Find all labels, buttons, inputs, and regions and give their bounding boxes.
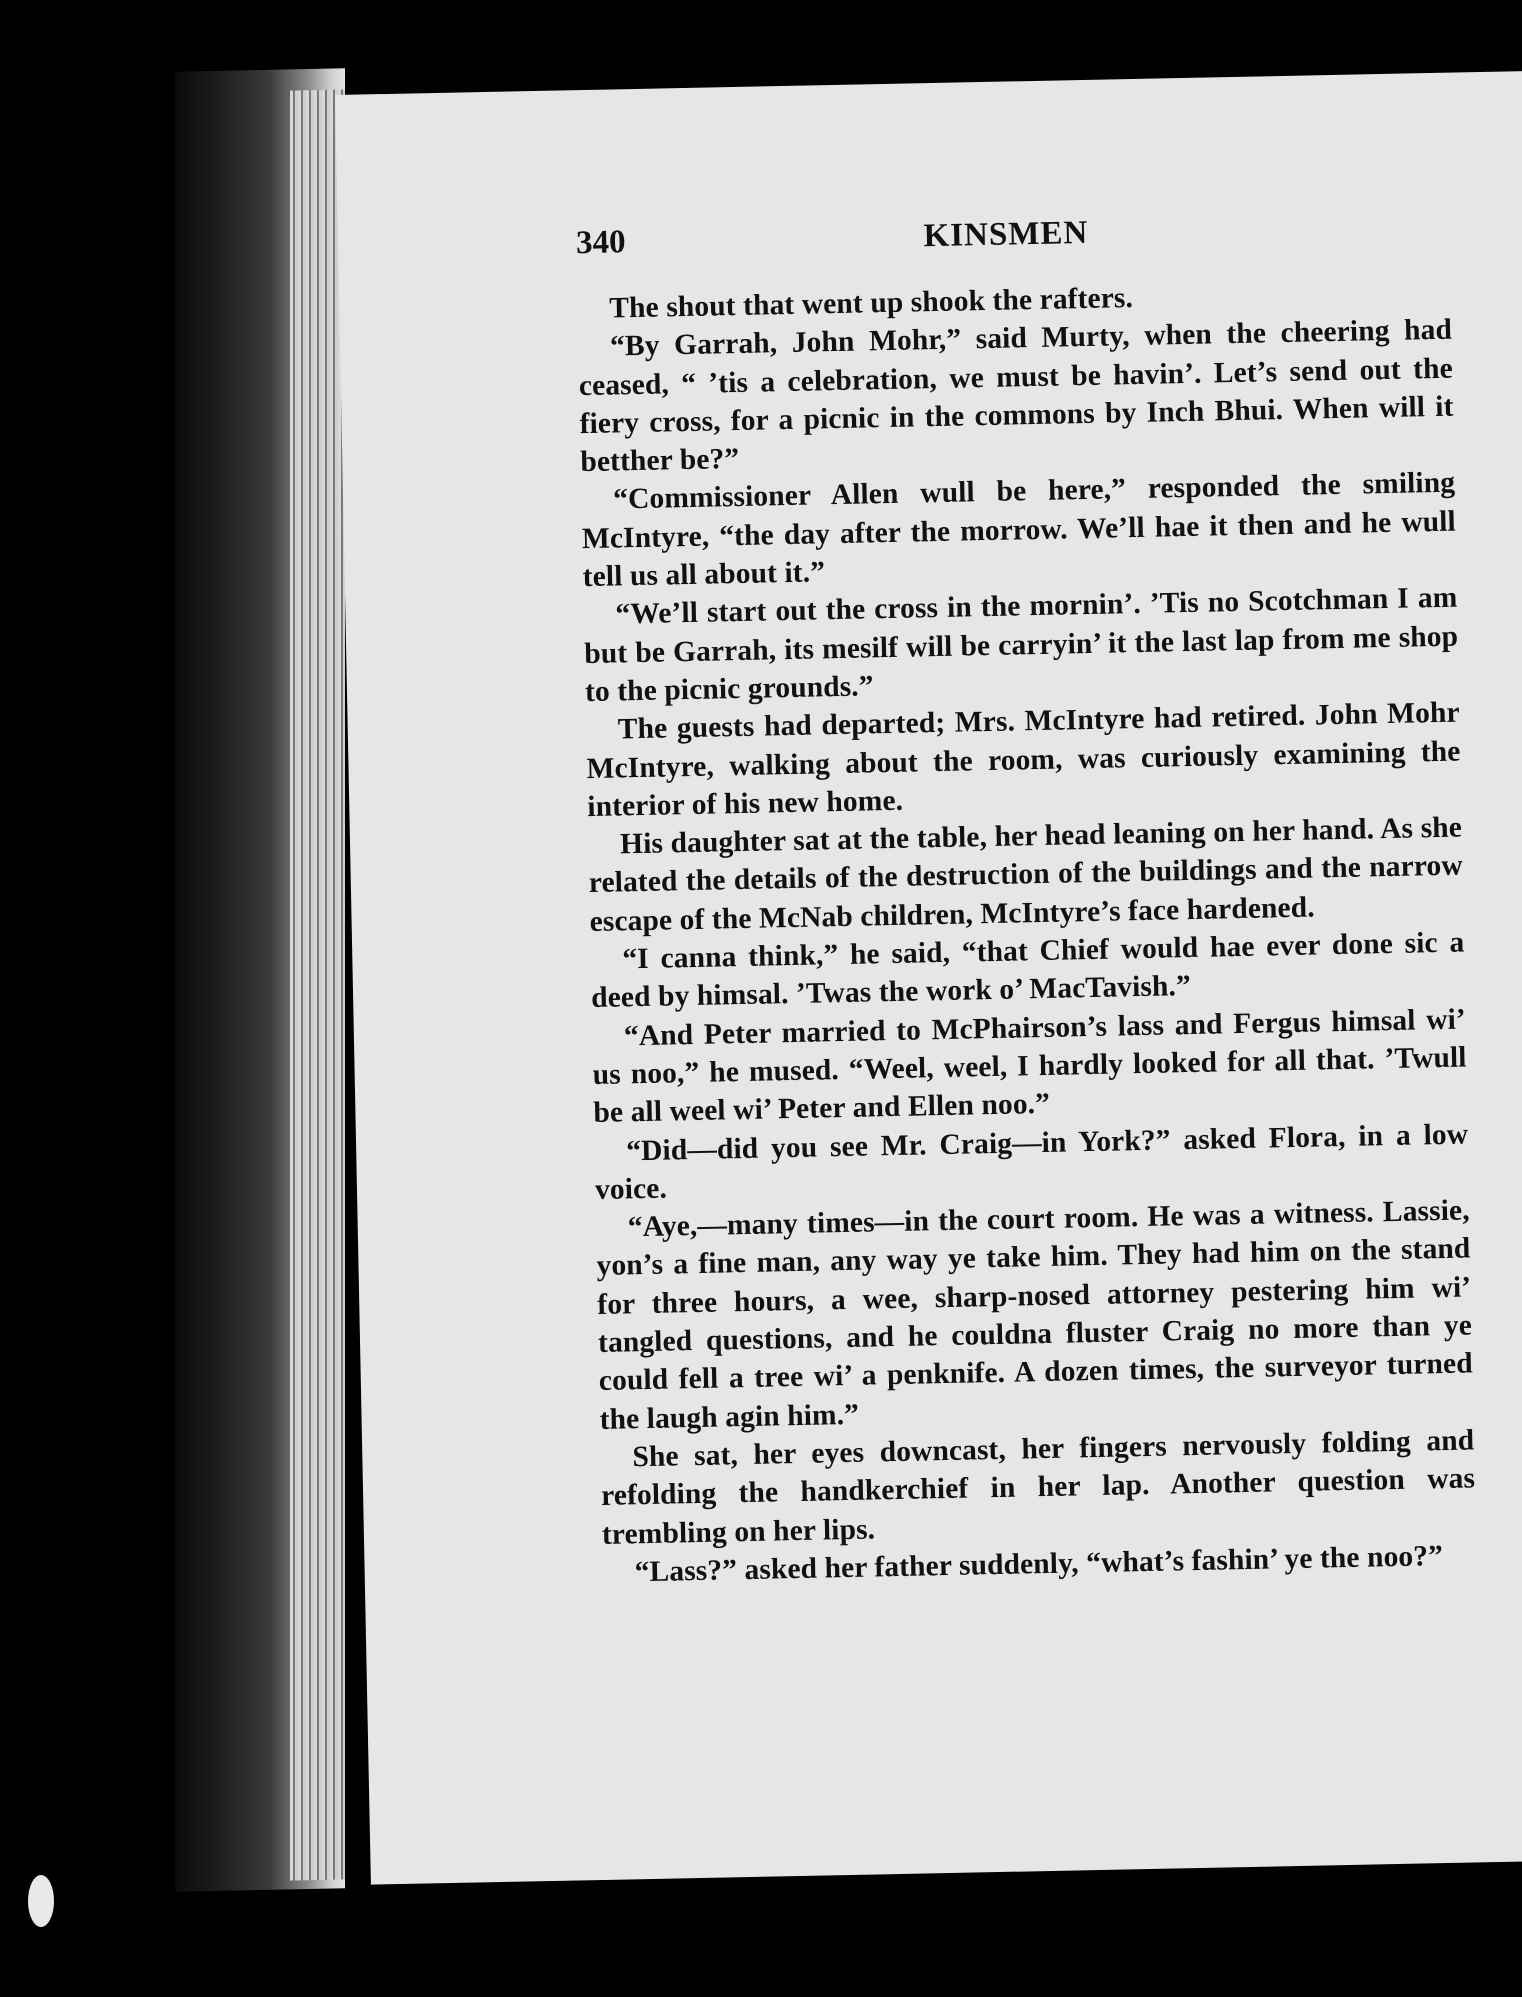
scan-speck (28, 1875, 54, 1927)
body-text (577, 273, 1477, 1592)
page-edges (290, 89, 345, 1880)
paragraph: “Aye,—many times—in the court room. He was a witness. Lassie, yon’s a fine man, any way ye take him. They had him on the stand for three hours, a wee, sharp-nosed attorney pestering him wi’ tangled questions, and he couldna fluster Craig no more than ye could fell a tree wi’ a penknife. A dozen times, the surveyor turned the laugh agin him.” (596, 1194, 1474, 1436)
paragraph: She sat, her eyes downcast, her fingers nervously folding and refolding the handkerchief in her lap. Another question was trembling on her lips. (600, 1424, 1476, 1551)
book-page (335, 71, 1522, 1885)
paragraph: “Commissioner Allen wull be here,” responded the smiling McIntyre, “the day after the morrow. We’ll hae it then and he wull tell us all about it.” (581, 467, 1457, 594)
paragraph: “By Garrah, John Mohr,” said Murty, when the cheering had ceased, “ ’tis a celebration, we must be havin’. Let’s send out the fiery cross, for a picnic in the commons by Inch Bhui. When will it betther be?” (578, 313, 1454, 479)
paragraph: “Lass?” asked her father suddenly, “what’s fashin’ ye the noo?” (634, 1539, 1444, 1589)
paragraph: The guests had departed; Mrs. McIntyre had retired. John Mohr McIntyre, walking about the room, was curiously examining the interior of his new home. (586, 696, 1461, 823)
running-title: KINSMEN (923, 214, 1089, 255)
paragraph: “We’ll start out the cross in the mornin’. ’Tis no Scotchman I am but be Garrah, its mesilf will be carryin’ it the last lap from me shop to the picnic grounds.” (583, 581, 1459, 709)
paragraph: His daughter sat at the table, her head leaning on her hand. As she related the details of the destruction of the buildings and the narrow escape of the McNab children, McIntyre’s face hardened. (588, 811, 1464, 938)
paragraph: “And Peter married to McPhairson’s lass and Fergus himsal wi’ us noo,” he mused. “Weel, weel, I hardly looked for all that. ’Twull be all weel wi’ Peter and Ellen noo.” (592, 1003, 1467, 1130)
page-number: 340 (575, 224, 626, 262)
paragraph: “I canna think,” he said, “that Chief would hae ever done sic a deed by himsal. ’Twas the work o’ MacTavish.” (590, 926, 1465, 1015)
paragraph: The shout that went up shook the rafters. (609, 282, 1134, 325)
paragraph: “Did—did you see Mr. Craig—in York?” asked Flora, in a low voice. (594, 1118, 1469, 1206)
page-header (576, 208, 1437, 275)
